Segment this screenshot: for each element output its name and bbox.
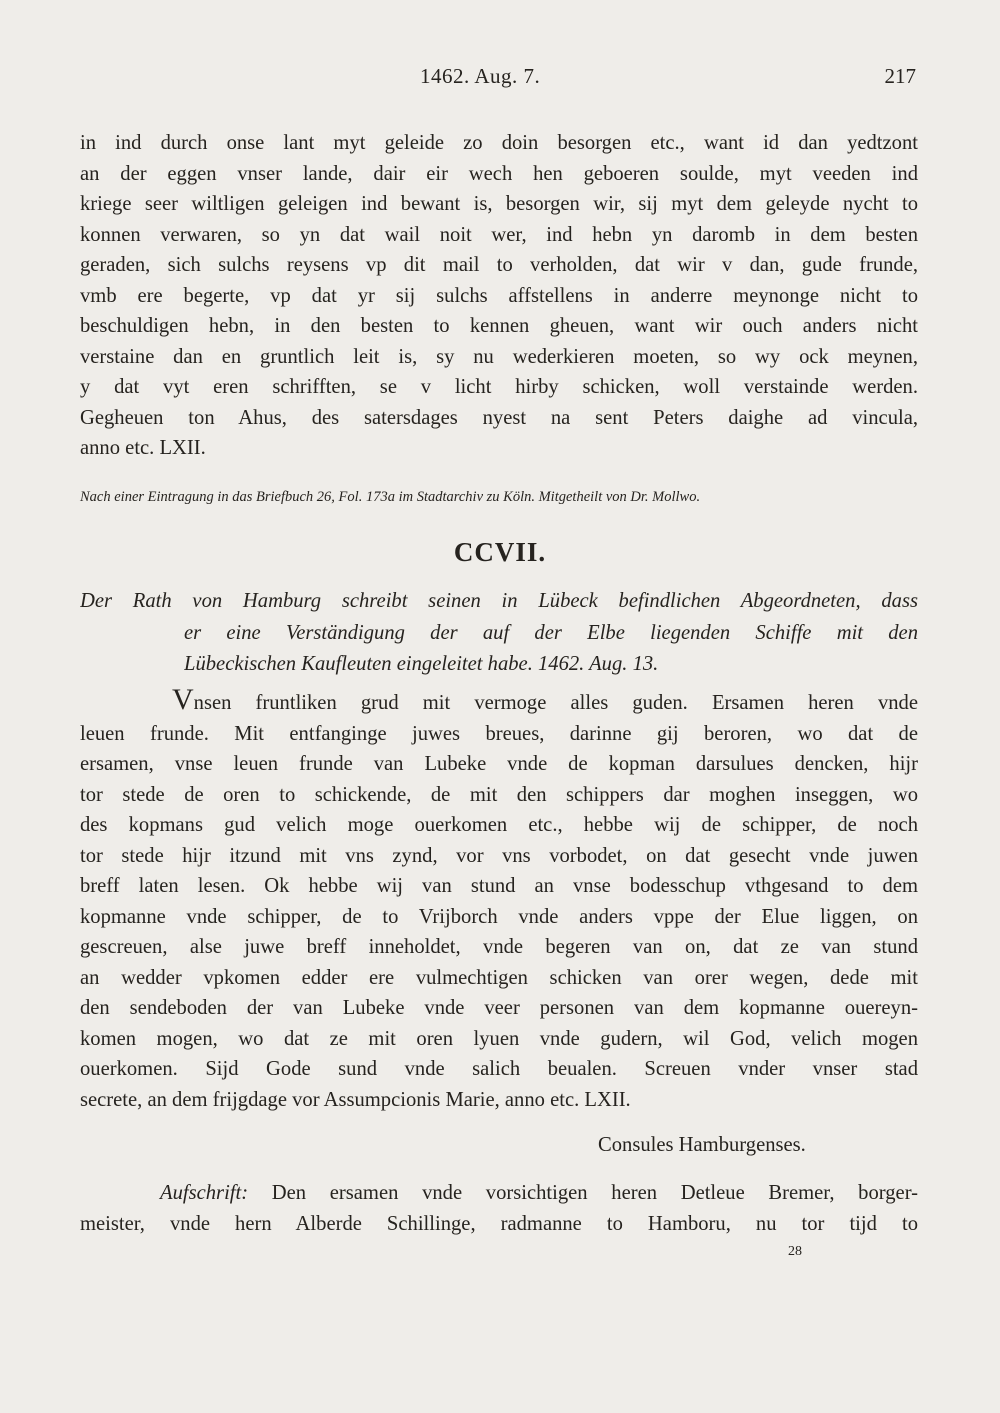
text-line: anno etc. LXII. [80,437,206,459]
text-line: in ind durch onse lant myt geleide zo doin besorgen etc., want id dan yedtzont [80,132,918,154]
text-line: secrete, an dem frijgdage vor Assumpcionis Marie, anno etc. LXII. [80,1088,631,1111]
text-line: komen mogen, wo dat ze mit oren lyuen vnde gudern, wil God, velich mogen [80,1027,918,1050]
heading-line: er eine Verständigung der auf der Elbe liegenden Schiffe mit den [184,621,918,644]
document-heading [80,586,918,681]
document-number: CCVII. [453,537,547,567]
text-line: vmb ere begerte, vp dat yr sij sulchs affstellens in anderre meynonge nicht to [80,284,918,307]
text-line: konnen verwaren, so yn dat wail noit wer, ind hebn yn daromb in dem besten [80,223,918,246]
text-line: kriege seer wiltligen geleigen ind bewant is, besorgen wir, sij myt dem geleyde nycht to [80,193,918,215]
text-line: an wedder vpkomen edder ere vulmechtigen schicken van orer wegen, dede mit [80,966,918,989]
text-line: tor stede hijr itzund mit vns zynd, vor vns vorbodet, on dat gesecht vnde juwen [80,844,918,867]
address-text: Den ersamen vnde vorsichtigen heren Detleue Bremer, borger- [248,1182,918,1204]
text-line: den sendeboden der van Lubeke vnde veer personen van dem kopmanne ouereyn- [80,997,918,1019]
text-line-first [80,688,918,719]
printer-signature-mark: 28 [788,1244,802,1259]
text-line: an der eggen vnser lande, dair eir wech hen geboeren soulde, myt veeden ind [80,162,918,185]
text-line: beschuldigen hebn, in den besten to kennen gheuen, want wir ouch anders nicht [80,315,918,337]
text-line: des kopmans gud velich moge ouerkomen etc., hebbe wij de schipper, de noch [80,814,918,836]
text-line: ouerkomen. Sijd Gode sund vnde salich beualen. Screuen vnder vnser stad [80,1058,918,1080]
letter-body [80,688,918,1115]
heading-line: Lübeckischen Kaufleuten eingeleitet habe. 1462. Aug. 13. [184,653,659,675]
continuation-paragraph [80,128,918,464]
text-line: geraden, sich sulchs reysens vp dit mail to verholden, dat wir v dan, gude frunde, [80,254,918,276]
page-number: 217 [884,64,916,88]
closing-signature: Consules Hamburgenses. [598,1134,806,1156]
text-line: tor stede de oren to schickende, de mit den schippers dar moghen inseggen, wo [80,783,918,806]
initial-letter: V [172,688,194,716]
text-line: kopmanne vnde schipper, de to Vrijborch vnde anders vppe der Elue liggen, on [80,905,918,928]
source-note: Nach einer Eintragung in das Briefbuch 26, Fol. 173a im Stadtarchiv zu Köln. Mitgetheilt von Dr. Mollwo. [80,489,701,505]
text-line: Gegheuen ton Ahus, des satersdages nyest na sent Peters daighe ad vincula, [80,406,918,429]
text-line: gescreuen, alse juwe breff inneholdet, vnde begeren van on, dat ze van stund [80,936,918,958]
address-line [80,1178,918,1209]
address-label: Aufschrift: [160,1182,249,1204]
running-head [80,64,920,96]
text-line: verstaine dan en gruntlich leit is, sy nu wederkieren moeten, so wy ock meynen, [80,345,918,368]
running-head-date: 1462. Aug. 7. [420,64,541,88]
address-line: meister, vnde hern Alberde Schillinge, radmanne to Hamboru, nu tor tijd to [80,1212,918,1235]
address-note [80,1178,918,1239]
heading-line: Der Rath von Hamburg schreibt seinen in Lübeck befindlichen Abgeordneten, dass [80,590,918,612]
text-line: y dat vyt eren schrifften, se v licht hirby schicken, woll verstainde werden. [80,376,918,398]
first-line-text: nsen fruntliken grud mit vermoge alles guden. Ersamen heren vnde [193,692,918,714]
text-line: breff laten lesen. Ok hebbe wij van stund an vnse bodesschup vthgesand to dem [80,875,918,897]
text-line: leuen frunde. Mit entfanginge juwes breues, darinne gij beroren, wo dat de [80,722,918,745]
text-line: ersamen, vnse leuen frunde van Lubeke vnde de kopman darsulues dencken, hijr [80,753,918,775]
